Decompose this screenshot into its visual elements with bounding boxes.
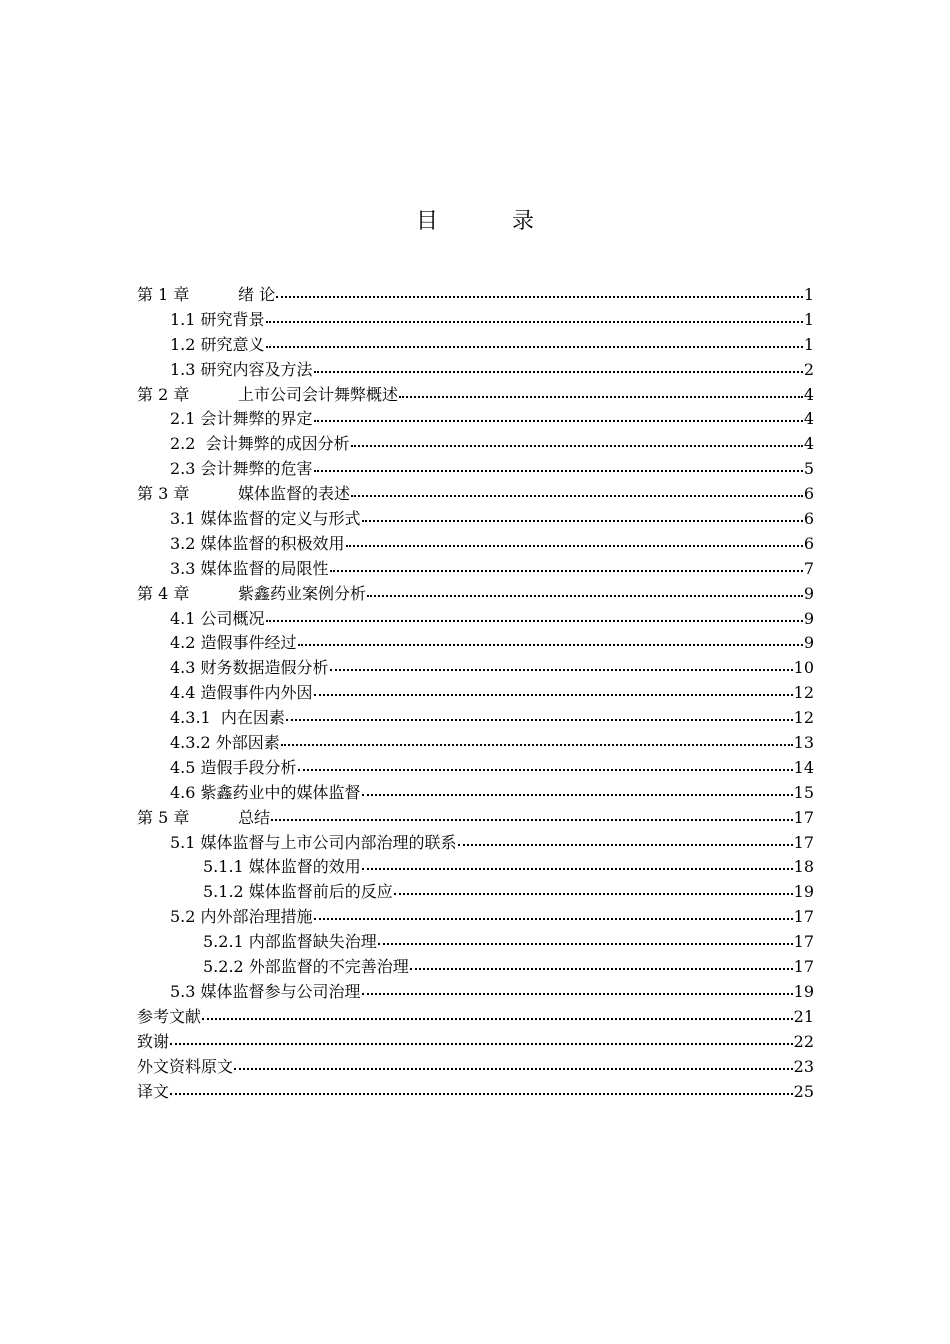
toc-entry-title: 译文	[137, 1081, 170, 1101]
dot-leader	[351, 495, 803, 497]
dot-leader	[362, 868, 793, 870]
toc-entry[interactable]	[137, 283, 814, 308]
toc-title: 目 录	[415, 209, 560, 234]
toc-entry-number: 4.1	[170, 608, 201, 628]
dot-leader	[330, 669, 793, 671]
toc-entry-title: 内在因素	[220, 708, 285, 728]
toc-entry-page-number: 17	[793, 807, 814, 827]
dot-leader	[298, 769, 793, 771]
table-of-contents	[137, 283, 814, 1104]
toc-entry-title: 参考文献	[137, 1006, 202, 1026]
toc-entry-page-number: 22	[793, 1031, 814, 1051]
toc-entry-number: 3.1	[170, 509, 201, 529]
toc-entry-number: 4.6	[170, 782, 201, 802]
toc-entry-page-number: 14	[793, 757, 814, 777]
toc-entry-page-number: 12	[793, 683, 814, 703]
toc-entry[interactable]	[137, 432, 814, 457]
toc-entry-number: 第 2 章	[137, 384, 190, 404]
toc-entry-page-number: 1	[803, 309, 814, 329]
toc-entry-number: 第 1 章	[137, 285, 190, 304]
toc-entry[interactable]	[137, 457, 814, 482]
toc-entry[interactable]	[137, 507, 814, 532]
toc-entry-page-number: 1	[803, 334, 814, 354]
toc-entry[interactable]	[137, 308, 814, 333]
toc-entry[interactable]	[137, 930, 814, 955]
toc-entry-page-number: 15	[793, 782, 814, 802]
toc-entry-title: 造假手段分析	[200, 757, 297, 777]
toc-entry[interactable]	[137, 482, 814, 507]
toc-entry-title: 媒体监督的积极效用	[200, 533, 345, 553]
toc-entry-title: 公司概况	[200, 608, 265, 628]
toc-entry-page-number: 4	[803, 409, 814, 429]
toc-entry-number: 3.2	[170, 533, 201, 553]
toc-entry[interactable]	[137, 557, 814, 582]
dot-leader	[271, 819, 793, 821]
toc-entry[interactable]	[137, 781, 814, 806]
toc-entry-page-number: 17	[793, 832, 814, 852]
toc-entry-page-number: 13	[793, 733, 814, 753]
dot-leader	[276, 296, 803, 298]
dot-leader	[314, 470, 803, 472]
toc-entry-page-number: 9	[803, 583, 814, 603]
toc-entry[interactable]	[137, 806, 814, 831]
toc-entry[interactable]	[137, 1055, 814, 1080]
toc-entry-page-number: 21	[793, 1006, 814, 1026]
dot-leader	[314, 371, 803, 373]
toc-entry-number: 1.3	[170, 359, 201, 379]
toc-entry-number: 4.4	[170, 683, 201, 703]
dot-leader	[170, 1043, 793, 1045]
toc-entry-title: 绪 论	[238, 285, 276, 304]
dot-leader	[281, 744, 793, 746]
dot-leader	[394, 893, 793, 895]
dot-leader	[346, 545, 803, 547]
toc-entry-title: 研究意义	[200, 334, 265, 354]
toc-entry-number: 5.2.1	[203, 932, 249, 952]
toc-entry-title: 会计舞弊的成因分析	[205, 434, 350, 454]
toc-entry-number: 3.3	[170, 558, 201, 578]
toc-entry-number: 4.3	[170, 658, 201, 678]
dot-leader	[330, 570, 803, 572]
toc-entry-number: 4.5	[170, 757, 201, 777]
toc-entry[interactable]	[137, 905, 814, 930]
toc-entry-page-number: 6	[803, 484, 814, 504]
toc-entry-number: 第 3 章	[137, 484, 190, 504]
toc-entry-title: 媒体监督的表述	[238, 484, 351, 504]
toc-entry-title: 会计舞弊的危害	[200, 459, 313, 479]
toc-entry[interactable]	[137, 1080, 814, 1105]
toc-entry-title: 紫鑫药业中的媒体监督	[200, 782, 361, 802]
dot-leader	[351, 445, 803, 447]
dot-leader	[266, 620, 803, 622]
toc-entry-title: 媒体监督与上市公司内部治理的联系	[200, 832, 457, 852]
toc-entry-title: 媒体监督参与公司治理	[200, 981, 361, 1001]
toc-entry-page-number: 23	[793, 1056, 814, 1076]
toc-entry-title: 内部监督缺失治理	[248, 932, 377, 952]
dot-leader	[362, 520, 803, 522]
toc-entry-page-number: 17	[793, 907, 814, 927]
toc-entry-number: 第 4 章	[137, 583, 190, 603]
dot-leader	[314, 918, 793, 920]
toc-entry[interactable]	[137, 955, 814, 980]
toc-entry-number: 4.2	[170, 633, 201, 653]
toc-entry-page-number: 6	[803, 509, 814, 529]
dot-leader	[399, 396, 803, 398]
toc-entry-page-number: 6	[803, 533, 814, 553]
toc-entry[interactable]	[137, 1005, 814, 1030]
toc-entry-title: 研究内容及方法	[200, 359, 313, 379]
toc-entry-title: 造假事件经过	[200, 633, 297, 653]
toc-entry-title: 媒体监督的定义与形式	[200, 509, 361, 529]
dot-leader	[314, 420, 803, 422]
toc-entry[interactable]	[137, 532, 814, 557]
toc-entry-number: 5.3	[170, 981, 201, 1001]
dot-leader	[266, 321, 803, 323]
dot-leader	[362, 993, 793, 995]
toc-entry-page-number: 19	[793, 882, 814, 902]
dot-leader	[170, 1093, 793, 1095]
toc-entry[interactable]	[137, 681, 814, 706]
toc-entry-title: 财务数据造假分析	[200, 658, 329, 678]
toc-entry-page-number: 5	[803, 459, 814, 479]
toc-entry-number: 第 5 章	[137, 807, 190, 827]
toc-entry-title: 内外部治理措施	[200, 907, 313, 927]
toc-entry-page-number: 1	[803, 285, 814, 304]
toc-entry-page-number: 7	[803, 558, 814, 578]
toc-entry-title: 紫鑫药业案例分析	[238, 583, 367, 603]
toc-entry-page-number: 9	[803, 633, 814, 653]
toc-entry-page-number: 19	[793, 981, 814, 1001]
toc-entry-page-number: 4	[803, 434, 814, 454]
toc-entry-page-number: 18	[793, 857, 814, 877]
toc-entry[interactable]	[137, 756, 814, 781]
toc-entry-title: 媒体监督的效用	[248, 857, 361, 877]
dot-leader	[458, 844, 793, 846]
toc-entry-page-number: 17	[793, 932, 814, 952]
dot-leader	[378, 943, 793, 945]
toc-entry-number: 4.3.1	[170, 708, 221, 728]
toc-entry[interactable]	[137, 582, 814, 607]
toc-entry-title: 外文资料原文	[137, 1056, 234, 1076]
toc-entry-number: 1.2	[170, 334, 201, 354]
toc-entry-number: 2.2	[170, 434, 206, 454]
toc-entry-number: 5.1.1	[203, 857, 249, 877]
toc-entry-page-number: 10	[793, 658, 814, 678]
toc-entry[interactable]	[137, 358, 814, 383]
dot-leader	[367, 595, 803, 597]
toc-entry[interactable]	[137, 607, 814, 632]
toc-entry[interactable]	[137, 831, 814, 856]
toc-entry-number: 4.3.2	[170, 733, 216, 753]
toc-entry-page-number: 4	[803, 384, 814, 404]
toc-entry-title: 总结	[238, 807, 271, 827]
dot-leader	[410, 968, 793, 970]
toc-entry[interactable]	[137, 855, 814, 880]
toc-entry-number: 2.3	[170, 459, 201, 479]
toc-entry[interactable]	[137, 631, 814, 656]
toc-entry[interactable]	[137, 333, 814, 358]
toc-entry-number: 1.1	[170, 309, 201, 329]
toc-entry-title: 外部因素	[215, 733, 280, 753]
toc-entry-page-number: 2	[803, 359, 814, 379]
toc-entry[interactable]	[137, 706, 814, 731]
toc-entry-title: 上市公司会计舞弊概述	[238, 384, 399, 404]
toc-entry-title: 媒体监督前后的反应	[248, 882, 393, 902]
toc-entry[interactable]	[137, 656, 814, 681]
dot-leader	[314, 694, 793, 696]
toc-entry-page-number: 25	[793, 1081, 814, 1101]
dot-leader	[266, 346, 803, 348]
toc-entry[interactable]	[137, 880, 814, 905]
toc-entry[interactable]	[137, 407, 814, 432]
dot-leader	[234, 1068, 793, 1070]
toc-entry-title: 致谢	[137, 1031, 170, 1051]
toc-entry[interactable]	[137, 1030, 814, 1055]
dot-leader	[362, 794, 793, 796]
toc-entry-title: 外部监督的不完善治理	[248, 957, 409, 977]
toc-entry-number: 5.1.2	[203, 882, 249, 902]
toc-entry-number: 5.2.2	[203, 957, 249, 977]
toc-entry-title: 媒体监督的局限性	[200, 558, 329, 578]
toc-entry-number: 2.1	[170, 409, 201, 429]
toc-entry-page-number: 12	[793, 708, 814, 728]
toc-entry-title: 会计舞弊的界定	[200, 409, 313, 429]
dot-leader	[298, 644, 803, 646]
toc-entry-number: 5.1	[170, 832, 201, 852]
dot-leader	[286, 719, 793, 721]
toc-entry[interactable]	[137, 383, 814, 408]
toc-entry[interactable]	[137, 980, 814, 1005]
dot-leader	[202, 1018, 793, 1020]
toc-entry-number: 5.2	[170, 907, 201, 927]
toc-entry-title: 造假事件内外因	[200, 683, 313, 703]
toc-entry[interactable]	[137, 731, 814, 756]
toc-entry-title: 研究背景	[200, 309, 265, 329]
toc-entry-page-number: 17	[793, 957, 814, 977]
toc-entry-page-number: 9	[803, 608, 814, 628]
